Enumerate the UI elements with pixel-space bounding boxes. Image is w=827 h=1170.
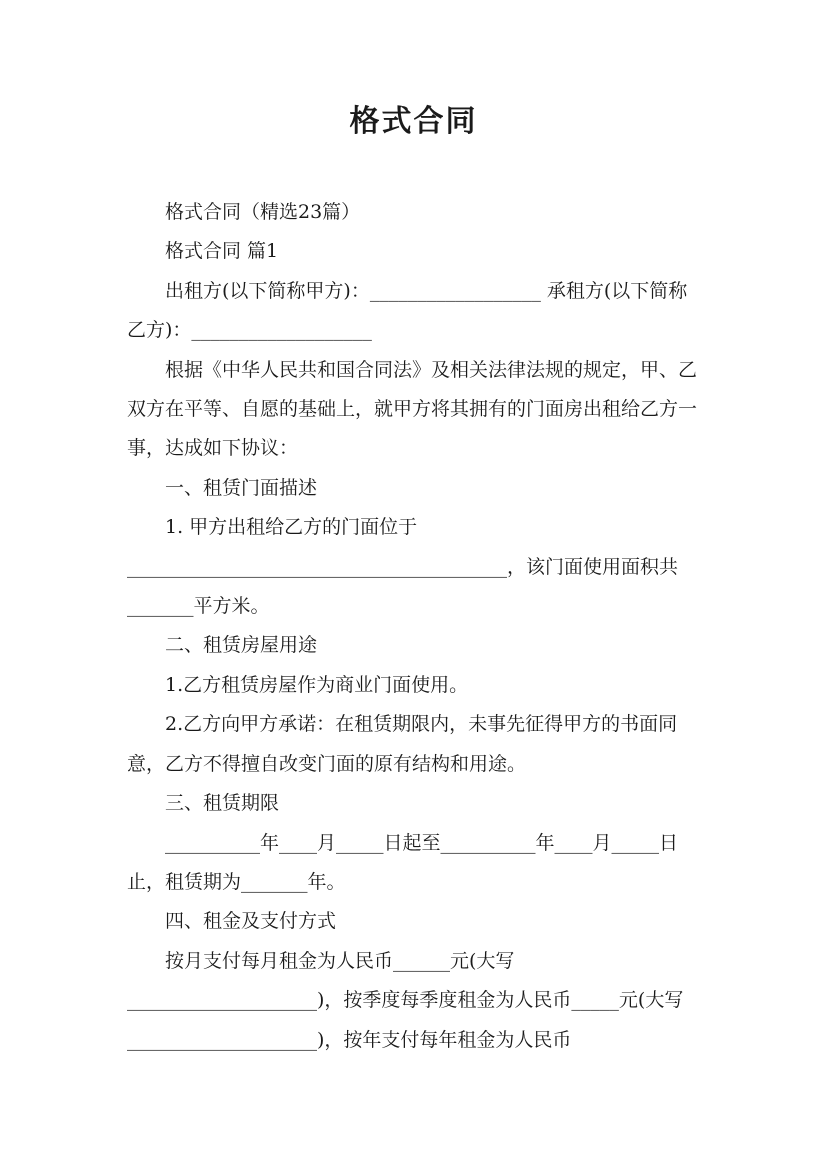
paragraph-lease-term: __________年____月_____日起至__________年____月_____日止，租赁期为_______年。 [127,831,679,893]
heading-lease-term: 三、租赁期限 [165,792,280,815]
paragraph-preamble: 根据《中华人民共和国合同法》及相关法律法规的规定，甲、乙双方在平等、自愿的基础上，就甲方将其拥有的门面房出租给乙方一事，达成如下协议： [127,358,698,460]
heading-premises-use: 二、租赁房屋用途 [165,634,318,657]
paragraph-use-1: 1.乙方租赁房屋作为商业门面使用。 [165,673,469,696]
paragraph-subtitle: 格式合同（精选23篇） [165,201,361,223]
paragraph-rent-payment: 按月支付每月租金为人民币______元(大写____________________)，按季度每季度租金为人民币_____元(大写____________________)，按年支付每年租金为人民币 [127,949,684,1051]
document-title: 格式合同 [349,104,478,139]
heading-premises-description: 一、租赁门面描述 [165,476,318,499]
paragraph-parties: 出租方(以下简称甲方)：__________________ 承租方(以下简称乙方)：___________________ [127,279,688,342]
document-body [127,193,703,1060]
paragraph-use-2: 2.乙方向甲方承诺：在租赁期限内，未事先征得甲方的书面同意，乙方不得擅自改变门面的原有结构和用途。 [127,713,678,775]
paragraph-premises-location: 1. 甲方出租给乙方的门面位于________________________________________，该门面使用面积共_______平方米。 [127,516,679,618]
paragraph-section-heading: 格式合同 篇1 [165,240,279,263]
heading-rent-payment: 四、租金及支付方式 [165,910,337,933]
